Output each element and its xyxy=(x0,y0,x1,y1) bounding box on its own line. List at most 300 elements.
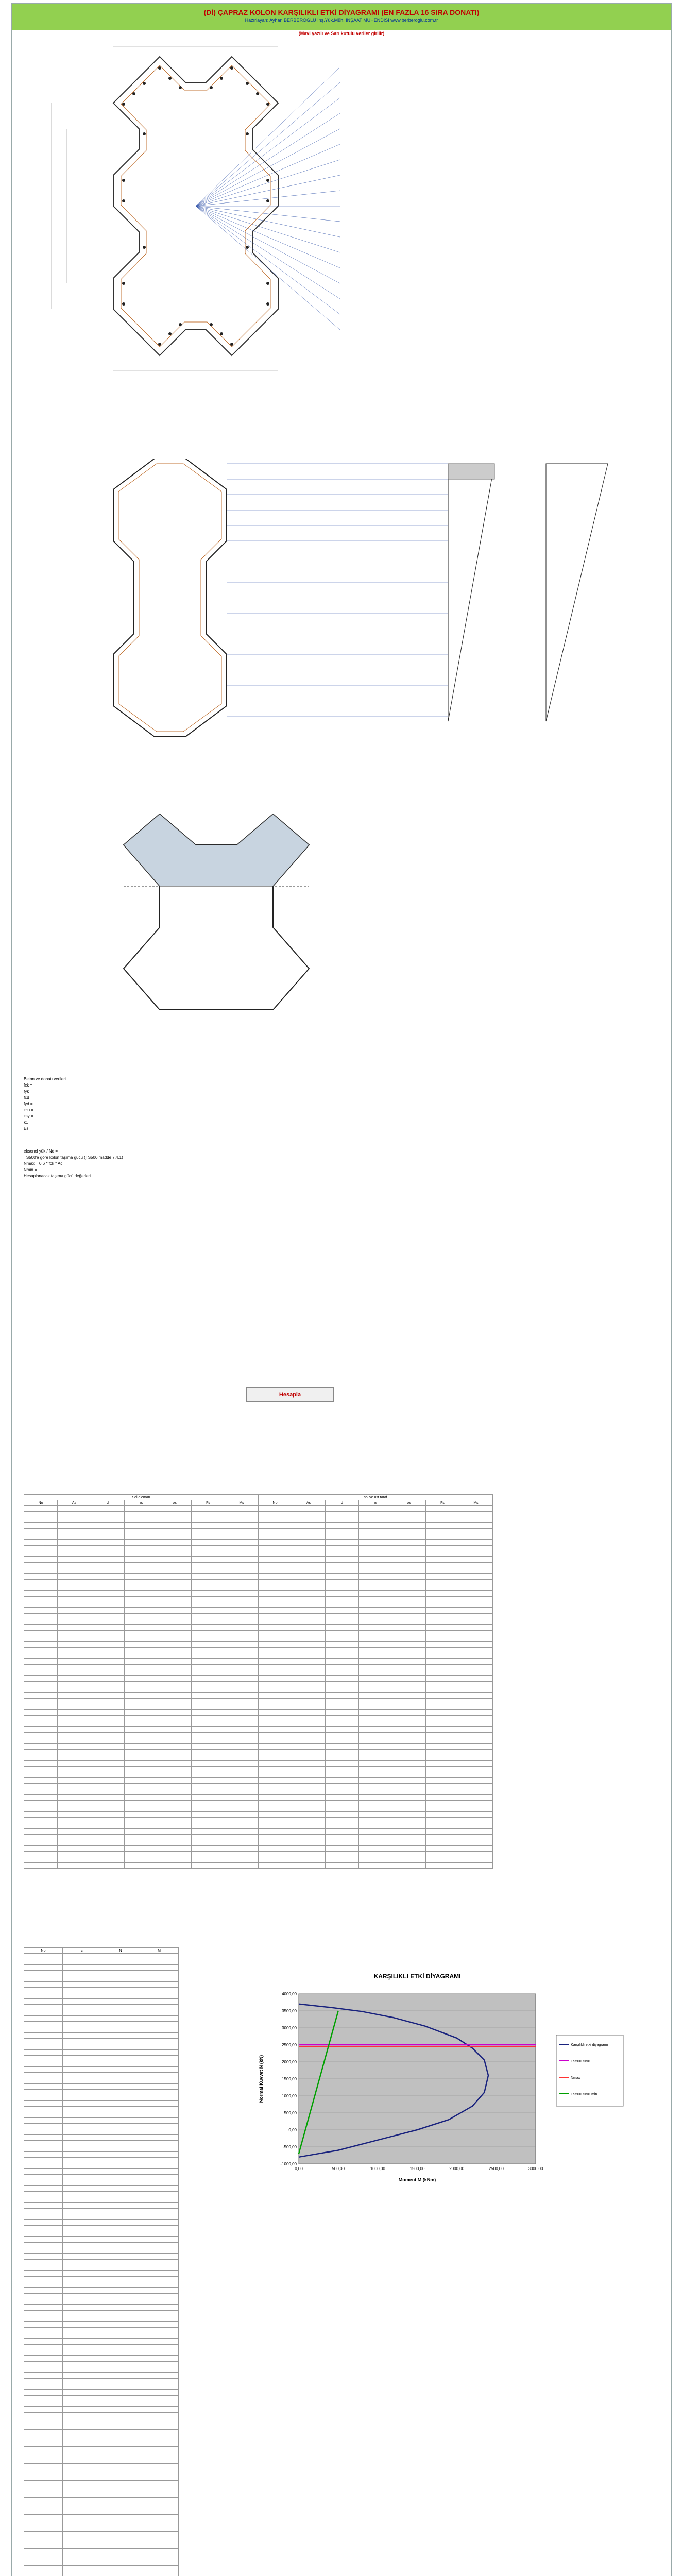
table-cell xyxy=(392,1574,426,1580)
table-cell xyxy=(91,1829,125,1835)
table-cell xyxy=(426,1580,459,1585)
table-cell xyxy=(24,2067,63,2073)
table-cell xyxy=(392,1676,426,1682)
table-cell xyxy=(63,2469,101,2475)
table-cell xyxy=(426,1744,459,1750)
table-cell xyxy=(426,1710,459,1716)
table-cell xyxy=(459,1546,493,1551)
table-cell xyxy=(392,1642,426,1648)
table-cell xyxy=(140,2481,179,2486)
table-cell xyxy=(24,2027,63,2033)
table-cell xyxy=(259,1574,292,1580)
table-cell xyxy=(459,1653,493,1659)
table-cell xyxy=(392,1602,426,1608)
table-cell xyxy=(58,1840,91,1846)
table-cell xyxy=(58,1636,91,1642)
x-axis-label: Moment M (kNm) xyxy=(398,2177,436,2182)
table-cell xyxy=(225,1506,259,1512)
table-cell xyxy=(459,1580,493,1585)
table-cell xyxy=(140,2475,179,2481)
table-cell xyxy=(24,2090,63,2095)
table-cell xyxy=(392,1750,426,1755)
table-cell xyxy=(140,2424,179,2430)
table-cell xyxy=(140,2435,179,2441)
table-cell xyxy=(392,1591,426,1597)
table-cell xyxy=(225,1580,259,1585)
table-cell xyxy=(292,1631,326,1636)
table-cell xyxy=(63,2424,101,2430)
table-cell xyxy=(225,1772,259,1778)
table-cell xyxy=(225,1585,259,1591)
table-cell xyxy=(192,1631,225,1636)
table-cell xyxy=(125,1585,158,1591)
table-cell xyxy=(426,1767,459,1772)
table-cell xyxy=(24,2288,63,2294)
table-cell xyxy=(63,2367,101,2373)
table-row xyxy=(24,2503,179,2509)
table-row xyxy=(24,2248,179,2254)
table-cell xyxy=(192,1557,225,1563)
table-cell xyxy=(225,1727,259,1733)
table-row xyxy=(24,2379,179,2384)
table-cell xyxy=(158,1829,192,1835)
table-cell xyxy=(326,1716,359,1721)
table-cell xyxy=(140,1988,179,1993)
table-cell xyxy=(292,1591,326,1597)
table-row xyxy=(24,1761,493,1767)
table-row xyxy=(24,2067,179,2073)
table-cell xyxy=(58,1784,91,1789)
table-cell xyxy=(326,1602,359,1608)
table-cell xyxy=(140,2152,179,2158)
table-cell xyxy=(101,2537,140,2543)
table-cell xyxy=(58,1642,91,1648)
table-cell xyxy=(292,1733,326,1738)
table-row xyxy=(24,1801,493,1806)
table-cell xyxy=(24,2192,63,2197)
table-column-header: σs xyxy=(392,1500,426,1506)
table-cell xyxy=(63,2118,101,2124)
table-cell xyxy=(63,2033,101,2039)
table-cell xyxy=(125,1517,158,1523)
table-cell xyxy=(158,1670,192,1676)
table-cell xyxy=(426,1534,459,1540)
table-cell xyxy=(225,1784,259,1789)
table-cell xyxy=(140,2107,179,2112)
table-cell xyxy=(24,1523,58,1529)
table-cell xyxy=(24,2407,63,2413)
table-cell xyxy=(225,1568,259,1574)
table-cell xyxy=(140,2248,179,2254)
table-cell xyxy=(91,1512,125,1517)
table-row xyxy=(24,2095,179,2101)
table-cell xyxy=(359,1784,392,1789)
table-row xyxy=(24,2373,179,2379)
table-cell xyxy=(426,1517,459,1523)
table-cell xyxy=(63,2186,101,2192)
table-cell xyxy=(140,2277,179,2282)
table-cell xyxy=(24,1852,58,1857)
table-cell xyxy=(326,1517,359,1523)
table-row xyxy=(24,2084,179,2090)
table-row xyxy=(24,1653,493,1659)
table-cell xyxy=(24,1993,63,1999)
table-cell xyxy=(326,1835,359,1840)
table-cell xyxy=(140,2135,179,2141)
table-cell xyxy=(259,1648,292,1653)
table-cell xyxy=(91,1676,125,1682)
table-cell xyxy=(91,1557,125,1563)
table-cell xyxy=(459,1614,493,1619)
table-row xyxy=(24,2192,179,2197)
table-row xyxy=(24,2073,179,2078)
table-cell xyxy=(101,2305,140,2311)
table-row xyxy=(24,2146,179,2152)
table-cell xyxy=(24,2311,63,2316)
table-cell xyxy=(63,2107,101,2112)
table-cell xyxy=(101,2163,140,2169)
table-cell xyxy=(326,1574,359,1580)
table-cell xyxy=(140,2095,179,2101)
table-cell xyxy=(259,1857,292,1863)
table-cell xyxy=(101,2401,140,2407)
table-row xyxy=(24,1512,493,1517)
table-cell xyxy=(24,2430,63,2435)
table-cell xyxy=(140,2333,179,2339)
table-cell xyxy=(426,1563,459,1568)
table-cell xyxy=(192,1806,225,1812)
table-cell xyxy=(140,2220,179,2226)
table-cell xyxy=(63,2520,101,2526)
table-row xyxy=(24,2515,179,2520)
table-cell xyxy=(101,2475,140,2481)
table-cell xyxy=(140,2413,179,2418)
table-cell xyxy=(459,1835,493,1840)
table-cell xyxy=(125,1614,158,1619)
table-cell xyxy=(140,2566,179,2571)
table-cell xyxy=(326,1534,359,1540)
table-row xyxy=(24,2203,179,2209)
table-cell xyxy=(225,1682,259,1687)
table-cell xyxy=(101,1954,140,1959)
table-cell xyxy=(24,2226,63,2231)
table-cell xyxy=(359,1568,392,1574)
y-tick-label: -500,00 xyxy=(282,2145,297,2149)
table-cell xyxy=(459,1682,493,1687)
table-cell xyxy=(24,1744,58,1750)
calculate-button[interactable]: Hesapla xyxy=(246,1387,334,1402)
table-cell xyxy=(140,2401,179,2407)
table-cell xyxy=(158,1738,192,1744)
table-cell xyxy=(392,1614,426,1619)
table-cell xyxy=(140,2271,179,2277)
table-cell xyxy=(58,1585,91,1591)
table-cell xyxy=(101,2044,140,2050)
table-cell xyxy=(63,2192,101,2197)
table-cell xyxy=(292,1744,326,1750)
table-cell xyxy=(192,1540,225,1546)
y-tick-label: 3500,00 xyxy=(282,2009,297,2013)
table-cell xyxy=(359,1659,392,1665)
table-cell xyxy=(24,2384,63,2390)
table-cell xyxy=(225,1563,259,1568)
table-cell xyxy=(158,1557,192,1563)
table-cell xyxy=(63,2067,101,2073)
table-cell xyxy=(459,1772,493,1778)
table-cell xyxy=(140,2260,179,2265)
table-cell xyxy=(140,2328,179,2333)
table-cell xyxy=(225,1534,259,1540)
table-cell xyxy=(24,2492,63,2498)
table-cell xyxy=(125,1835,158,1840)
table-cell xyxy=(101,2288,140,2294)
table-cell xyxy=(359,1818,392,1823)
table-cell xyxy=(426,1506,459,1512)
table-cell xyxy=(192,1665,225,1670)
table-cell xyxy=(326,1727,359,1733)
table-row xyxy=(24,2333,179,2339)
table-cell xyxy=(359,1608,392,1614)
table-cell xyxy=(63,2305,101,2311)
table-cell xyxy=(192,1801,225,1806)
table-cell xyxy=(24,1818,58,1823)
table-row xyxy=(24,1546,493,1551)
table-cell xyxy=(140,2390,179,2396)
table-cell xyxy=(225,1642,259,1648)
table-cell xyxy=(326,1772,359,1778)
table-row xyxy=(24,1789,493,1795)
table-cell xyxy=(101,1971,140,1976)
table-cell xyxy=(24,2435,63,2441)
table-cell xyxy=(140,2299,179,2305)
table-cell xyxy=(24,2413,63,2418)
table-cell xyxy=(259,1721,292,1727)
table-cell xyxy=(459,1863,493,1869)
table-cell xyxy=(158,1784,192,1789)
table-cell xyxy=(192,1755,225,1761)
table-cell xyxy=(58,1693,91,1699)
table-cell xyxy=(259,1716,292,1721)
table-cell xyxy=(158,1727,192,1733)
table-cell xyxy=(140,1982,179,1988)
table-cell xyxy=(158,1574,192,1580)
table-cell xyxy=(192,1772,225,1778)
table-cell xyxy=(359,1534,392,1540)
table-cell xyxy=(392,1619,426,1625)
table-cell xyxy=(91,1670,125,1676)
table-cell xyxy=(63,2220,101,2226)
table-cell xyxy=(101,2503,140,2509)
table-cell xyxy=(292,1693,326,1699)
table-cell xyxy=(259,1580,292,1585)
table-cell xyxy=(259,1835,292,1840)
table-cell xyxy=(259,1823,292,1829)
table-cell xyxy=(359,1806,392,1812)
table-cell xyxy=(426,1721,459,1727)
table-cell xyxy=(58,1597,91,1602)
table-cell xyxy=(326,1619,359,1625)
table-cell xyxy=(140,2214,179,2220)
table-cell xyxy=(63,2322,101,2328)
table-cell xyxy=(63,2231,101,2237)
table-cell xyxy=(63,2090,101,2095)
table-cell xyxy=(58,1772,91,1778)
table-column-header: As xyxy=(58,1500,91,1506)
table-cell xyxy=(192,1642,225,1648)
table-cell xyxy=(140,2441,179,2447)
table-cell xyxy=(359,1682,392,1687)
table-row xyxy=(24,2407,179,2413)
table-cell xyxy=(326,1738,359,1744)
table-cell xyxy=(225,1608,259,1614)
table-cell xyxy=(63,2498,101,2503)
table-cell xyxy=(459,1551,493,1557)
table-cell xyxy=(24,1716,58,1721)
table-cell xyxy=(426,1631,459,1636)
table-cell xyxy=(63,2254,101,2260)
table-cell xyxy=(63,2532,101,2537)
table-cell xyxy=(140,2073,179,2078)
table-cell xyxy=(125,1767,158,1772)
table-cell xyxy=(392,1806,426,1812)
table-cell xyxy=(326,1789,359,1795)
table-row xyxy=(24,1823,493,1829)
table-cell xyxy=(225,1636,259,1642)
table-row xyxy=(24,2254,179,2260)
table-cell xyxy=(101,2498,140,2503)
legend-label: TS500 sınırı xyxy=(571,2060,591,2063)
table-cell xyxy=(140,2016,179,2022)
table-cell xyxy=(292,1597,326,1602)
table-cell xyxy=(140,2571,179,2576)
table-row xyxy=(24,1597,493,1602)
table-cell xyxy=(192,1778,225,1784)
table-cell xyxy=(63,2560,101,2566)
table-cell xyxy=(140,2039,179,2044)
table-cell xyxy=(326,1744,359,1750)
table-cell xyxy=(101,2509,140,2515)
table-cell xyxy=(359,1835,392,1840)
table-cell xyxy=(192,1636,225,1642)
table-cell xyxy=(459,1818,493,1823)
table-cell xyxy=(101,2328,140,2333)
table-cell xyxy=(292,1602,326,1608)
table-row xyxy=(24,1959,179,1965)
table-cell xyxy=(101,2356,140,2362)
table-row xyxy=(24,2452,179,2458)
table-cell xyxy=(125,1631,158,1636)
table-cell xyxy=(140,2311,179,2316)
table-cell xyxy=(158,1682,192,1687)
table-cell xyxy=(63,2299,101,2305)
table-cell xyxy=(392,1546,426,1551)
table-cell xyxy=(158,1721,192,1727)
table-cell xyxy=(259,1676,292,1682)
y-tick-label: 3000,00 xyxy=(282,2026,297,2030)
table-cell xyxy=(292,1659,326,1665)
table-cell xyxy=(359,1676,392,1682)
table-cell xyxy=(58,1591,91,1597)
table-cell xyxy=(101,2180,140,2186)
table-row xyxy=(24,1523,493,1529)
table-cell xyxy=(292,1523,326,1529)
table-cell xyxy=(63,2413,101,2418)
table-cell xyxy=(326,1580,359,1585)
table-cell xyxy=(24,2084,63,2090)
table-row xyxy=(24,2441,179,2447)
table-cell xyxy=(192,1812,225,1818)
table-cell xyxy=(24,1648,58,1653)
table-cell xyxy=(326,1597,359,1602)
table-cell xyxy=(459,1574,493,1580)
table-cell xyxy=(326,1665,359,1670)
table-cell xyxy=(392,1597,426,1602)
table-cell xyxy=(58,1829,91,1835)
table-row xyxy=(24,2311,179,2316)
table-cell xyxy=(63,2129,101,2135)
table-cell xyxy=(158,1591,192,1597)
table-cell xyxy=(24,2101,63,2107)
table-row xyxy=(24,2498,179,2503)
table-cell xyxy=(140,2243,179,2248)
table-cell xyxy=(225,1852,259,1857)
table-row xyxy=(24,1670,493,1676)
table-cell xyxy=(140,2180,179,2186)
table-cell xyxy=(292,1676,326,1682)
table-cell xyxy=(101,2554,140,2560)
table-cell xyxy=(91,1551,125,1557)
table-cell xyxy=(91,1517,125,1523)
table-cell xyxy=(292,1721,326,1727)
table-row xyxy=(24,2526,179,2532)
table-cell xyxy=(359,1823,392,1829)
table-cell xyxy=(63,2407,101,2413)
table-cell xyxy=(158,1563,192,1568)
table-cell xyxy=(259,1614,292,1619)
calc-line: fyk = xyxy=(24,1089,33,1094)
table-cell xyxy=(140,2203,179,2209)
table-cell xyxy=(158,1835,192,1840)
table-cell xyxy=(459,1619,493,1625)
table-cell xyxy=(24,2362,63,2367)
calc-line: Beton ve donatı verileri xyxy=(24,1077,66,1081)
table-row xyxy=(24,1840,493,1846)
table-cell xyxy=(63,1988,101,1993)
table-row xyxy=(24,2260,179,2265)
table-cell xyxy=(326,1795,359,1801)
table-cell xyxy=(24,1721,58,1727)
table-cell xyxy=(58,1823,91,1829)
table-cell xyxy=(359,1563,392,1568)
table-row xyxy=(24,2078,179,2084)
table-column-header: d xyxy=(326,1500,359,1506)
table-cell xyxy=(459,1829,493,1835)
table-row xyxy=(24,1568,493,1574)
table-cell xyxy=(359,1574,392,1580)
table-cell xyxy=(24,1812,58,1818)
table-cell xyxy=(259,1784,292,1789)
table-cell xyxy=(24,1608,58,1614)
table-cell xyxy=(24,2254,63,2260)
calc-line: eksenel yük / Nd = xyxy=(24,1149,58,1154)
table-cell xyxy=(292,1506,326,1512)
table-row xyxy=(24,1795,493,1801)
table-cell xyxy=(140,2186,179,2192)
table-cell xyxy=(259,1710,292,1716)
table-cell xyxy=(426,1597,459,1602)
table-cell xyxy=(91,1801,125,1806)
table-cell xyxy=(24,2458,63,2464)
